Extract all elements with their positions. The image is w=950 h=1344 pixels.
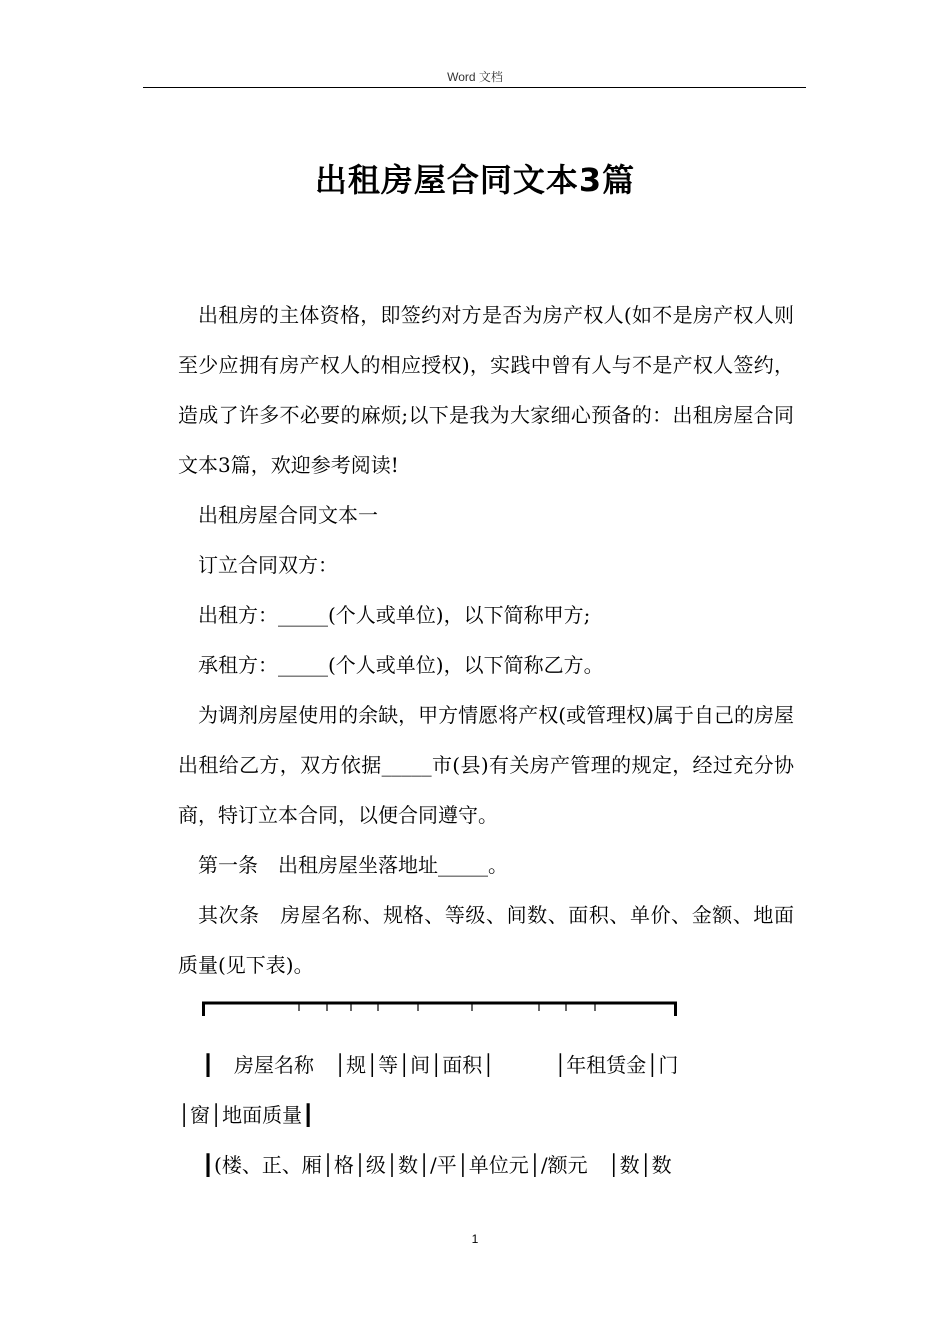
lessor-line: 出租方：_____(个人或单位)，以下简称甲方;	[198, 603, 591, 627]
table-header-row-2: ┃(楼、正、厢│格│级│数│/平│单位元│/额元 │数│数	[202, 1153, 672, 1177]
table-header-row-1: ┃ 房屋名称 │规│等│间│面积│ │年租赁金│门	[202, 1053, 679, 1077]
table-top-border	[178, 990, 794, 1040]
article-one: 第一条 出租房屋坐落地址_____。	[198, 853, 508, 877]
article-two: 其次条 房屋名称、规格、等级、间数、面积、单价、金额、地面质量(见下表)。	[178, 903, 794, 977]
page-header: Word 文档	[447, 70, 503, 84]
document-title: 出租房屋合同文本3篇	[314, 161, 636, 199]
page-number: 1	[471, 1232, 479, 1246]
intro-paragraph: 出租房的主体资格，即签约对方是否为房产权人(如不是房产权人则至少应拥有房产权人的相应授权)，实践中曾有人与不是产权人签约，造成了许多不必要的麻烦;以下是我为大家细心预备的：出租房屋合同文本3篇，欢迎参考阅读!	[178, 303, 794, 477]
lessee-line: 承租方：_____(个人或单位)，以下简称乙方。	[198, 653, 604, 677]
purpose-paragraph: 为调剂房屋使用的余缺，甲方情愿将产权(或管理权)属于自己的房屋出租给乙方，双方依据_____市(县)有关房产管理的规定，经过充分协商，特订立本合同，以便合同遵守。	[178, 703, 794, 827]
document-body	[178, 290, 794, 1190]
contract-heading: 出租房屋合同文本一	[198, 503, 378, 527]
header-divider	[143, 87, 806, 88]
table-border-line	[202, 1001, 682, 1021]
table-header-row-1-wrap: │窗│地面质量┃	[178, 1103, 315, 1127]
parties-label: 订立合同双方：	[198, 553, 338, 577]
